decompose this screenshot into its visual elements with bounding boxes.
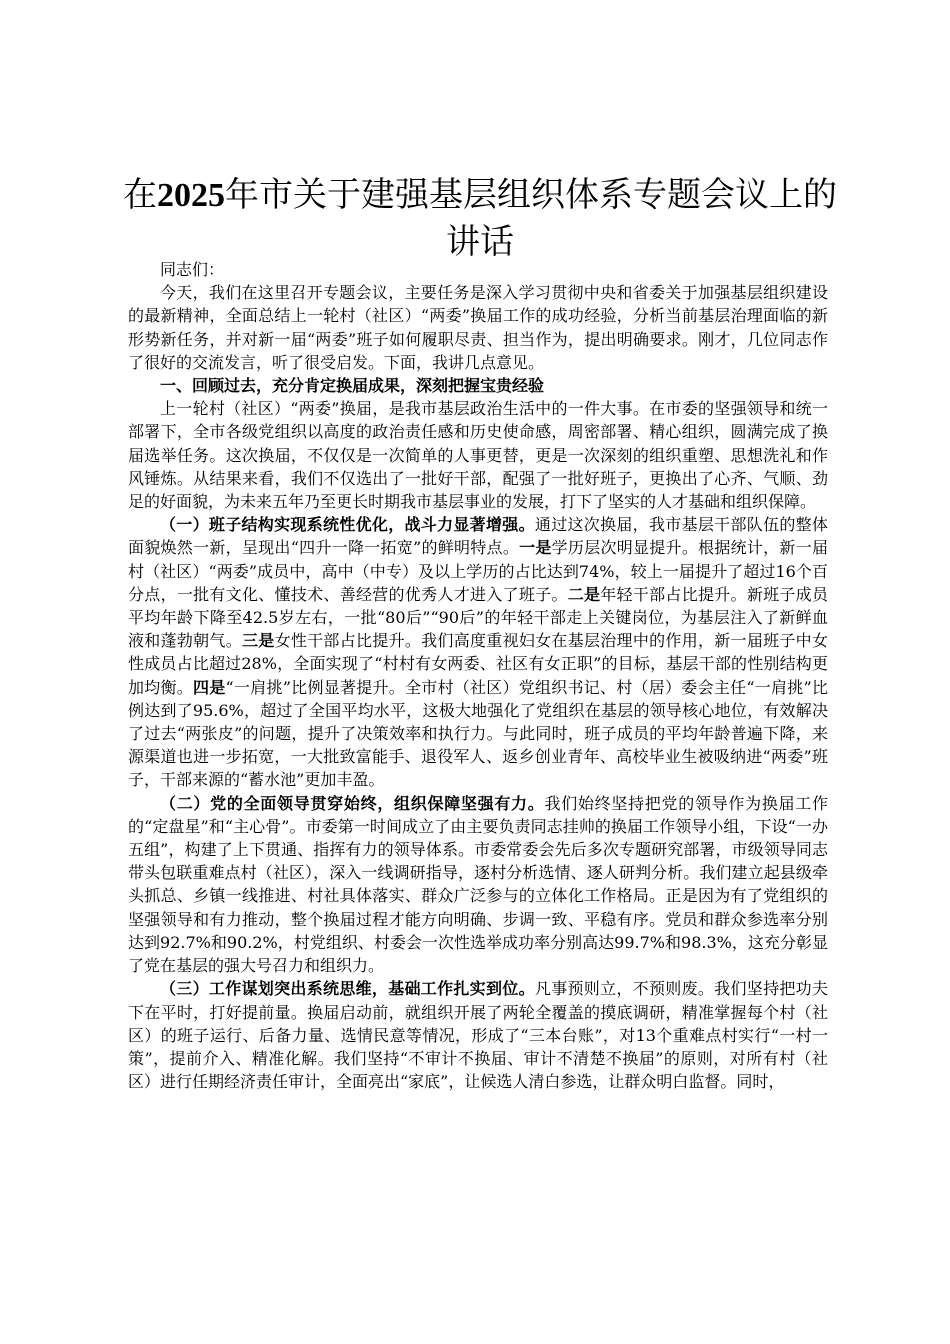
subsection-1-lead: （一）班子结构实现系统性优化，战斗力显著增强。	[160, 515, 535, 535]
subsection-2-text: 我们始终坚持把党的领导作为换届工作的“定盘星”和“主心骨”。市委第一时间成立了由主要负责同志挂帅的换届工作领导小组，下设“一办五组”，构建了上下贯通、指挥有力的领导体系。市委常委会先后多次专题研究部署，市级领导同志带头包联重难点村（社区），深入一线调研指导，逐村分析选情、逐人研判分析。我们建立起县级牵头抓总、乡镇一线推进、村社具体落实、群众广泛参与的立体化工作格局。正是因为有了党组织的坚强领导和有力推动，整个换届过程才能方向明确、步调一致、平稳有序。党员和群众参选率分别达到92.7%和90.2%，村党组织、村委会一次性选举成功率分别高达99.7%和98.3%，这充分彰显了党在基层的强大号召力和组织力。	[128, 793, 828, 976]
point-3-label: 三是	[242, 631, 275, 651]
point-3-text: 女性干部占比提升。我们高度重视妇女在基层治理中的作用，新一届班子中女性成员占比超过28%，全面实现了“村村有女两委、社区有女正职”的目标，基层干部的性别结构更加均衡。	[128, 631, 828, 697]
point-4-label: 四是	[193, 677, 226, 697]
subsection-3-lead: （三）工作谋划突出系统思维，基础工作扎实到位。	[160, 979, 535, 999]
document-title	[120, 172, 840, 265]
title-year: 2025	[157, 177, 225, 214]
point-4-text: “一肩挑”比例显著提升。全市村（社区）党组织书记、村（居）委会主任“一肩挑”比例达到了95.6%，超过了全国平均水平，这极大地强化了党组织在基层的领导核心地位，有效解决了过去“两张皮”的问题，提升了决策效率和执行力。与此同时，班子成员的平均年龄普遍下降，来源渠道也进一步拓宽，一大批致富能手、退役军人、返乡创业青年、高校毕业生被吸纳进“两委”班子，干部来源的“蓄水池”更加丰盈。	[128, 677, 828, 790]
point-2-text: 年轻干部占比提升。新班子成员平均年龄下降至42.5岁左右，一批“80后”“90后”的年轻干部走上关键岗位，为基层注入了新鲜血液和蓬勃朝气。	[128, 584, 828, 651]
intro-paragraph: 今天，我们在这里召开专题会议，主要任务是深入学习贯彻中央和省委关于加强基层组织建设的最新精神，全面总结上一轮村（社区）“两委”换届工作的成功经验，分析当前基层治理面临的新形势新任务，并对新一届“两委”班子如何履职尽责、担当作为，提出明确要求。刚才，几位同志作了很好的交流发言，听了很受启发。下面，我讲几点意见。	[128, 283, 828, 372]
subsection-1-text-a: 通过这次换届，我市基层干部队伍的整体面貌焕然一新，呈现出“四升一降一拓宽”的鲜明特点。	[128, 515, 828, 558]
point-2-label: 二是	[567, 584, 601, 604]
title-rest: 年市关于建强基层组织体系专题会议上的讲话	[225, 175, 837, 262]
salutation: 同志们：	[160, 260, 225, 279]
point-1-text: 学历层次明显提升。根据统计，新一届村（社区）“两委”成员中，高中（中专）及以上学历的占比达到74%，较上一届提升了超过16个百分点，一批有文化、懂技术、善经营的优秀人才进入了班子。	[128, 538, 828, 604]
subsection-3-paragraph	[128, 977, 828, 1093]
subsection-1-paragraph	[128, 513, 828, 791]
document-body	[128, 258, 828, 1093]
point-1-label: 一是	[519, 538, 552, 558]
section-heading-1: 一、回顾过去，充分肯定换届成果，深刻把握宝贵经验	[160, 376, 545, 396]
subsection-2-lead: （二）党的全面领导贯穿始终，组织保障坚强有力。	[160, 793, 545, 813]
section-1-paragraph: 上一轮村（社区）“两委”换届，是我市基层政治生活中的一件大事。在市委的坚强领导和统一部署下，全市各级党组织以高度的政治责任感和历史使命感，周密部署、精心组织，圆满完成了换届选举任务。这次换届，不仅仅是一次简单的人事更替，更是一次深刻的组织重塑、思想洗礼和作风锤炼。从结果来看，我们不仅选出了一批好干部，配强了一批好班子，更换出了心齐、气顺、劲足的好面貌，为未来五年乃至更长时期我市基层事业的发展，打下了坚实的人才基础和组织保障。	[128, 399, 828, 512]
subsection-2-paragraph	[128, 792, 828, 978]
title-prefix: 在	[123, 175, 157, 215]
subsection-3-text: 凡事预则立，不预则废。我们坚持把功夫下在平时，打好提前量。换届启动前，就组织开展了两轮全覆盖的摸底调研，精准掌握每个村（社区）的班子运行、后备力量、选情民意等情况，形成了“三本台账”，对13个重难点村实行“一村一策”，提前介入、精准化解。我们坚持“不审计不换届、审计不清楚不换届”的原则，对所有村（社区）进行任期经济责任审计，全面亮出“家底”，让候选人清白参选，让群众明白监督。同时，	[128, 979, 828, 1092]
